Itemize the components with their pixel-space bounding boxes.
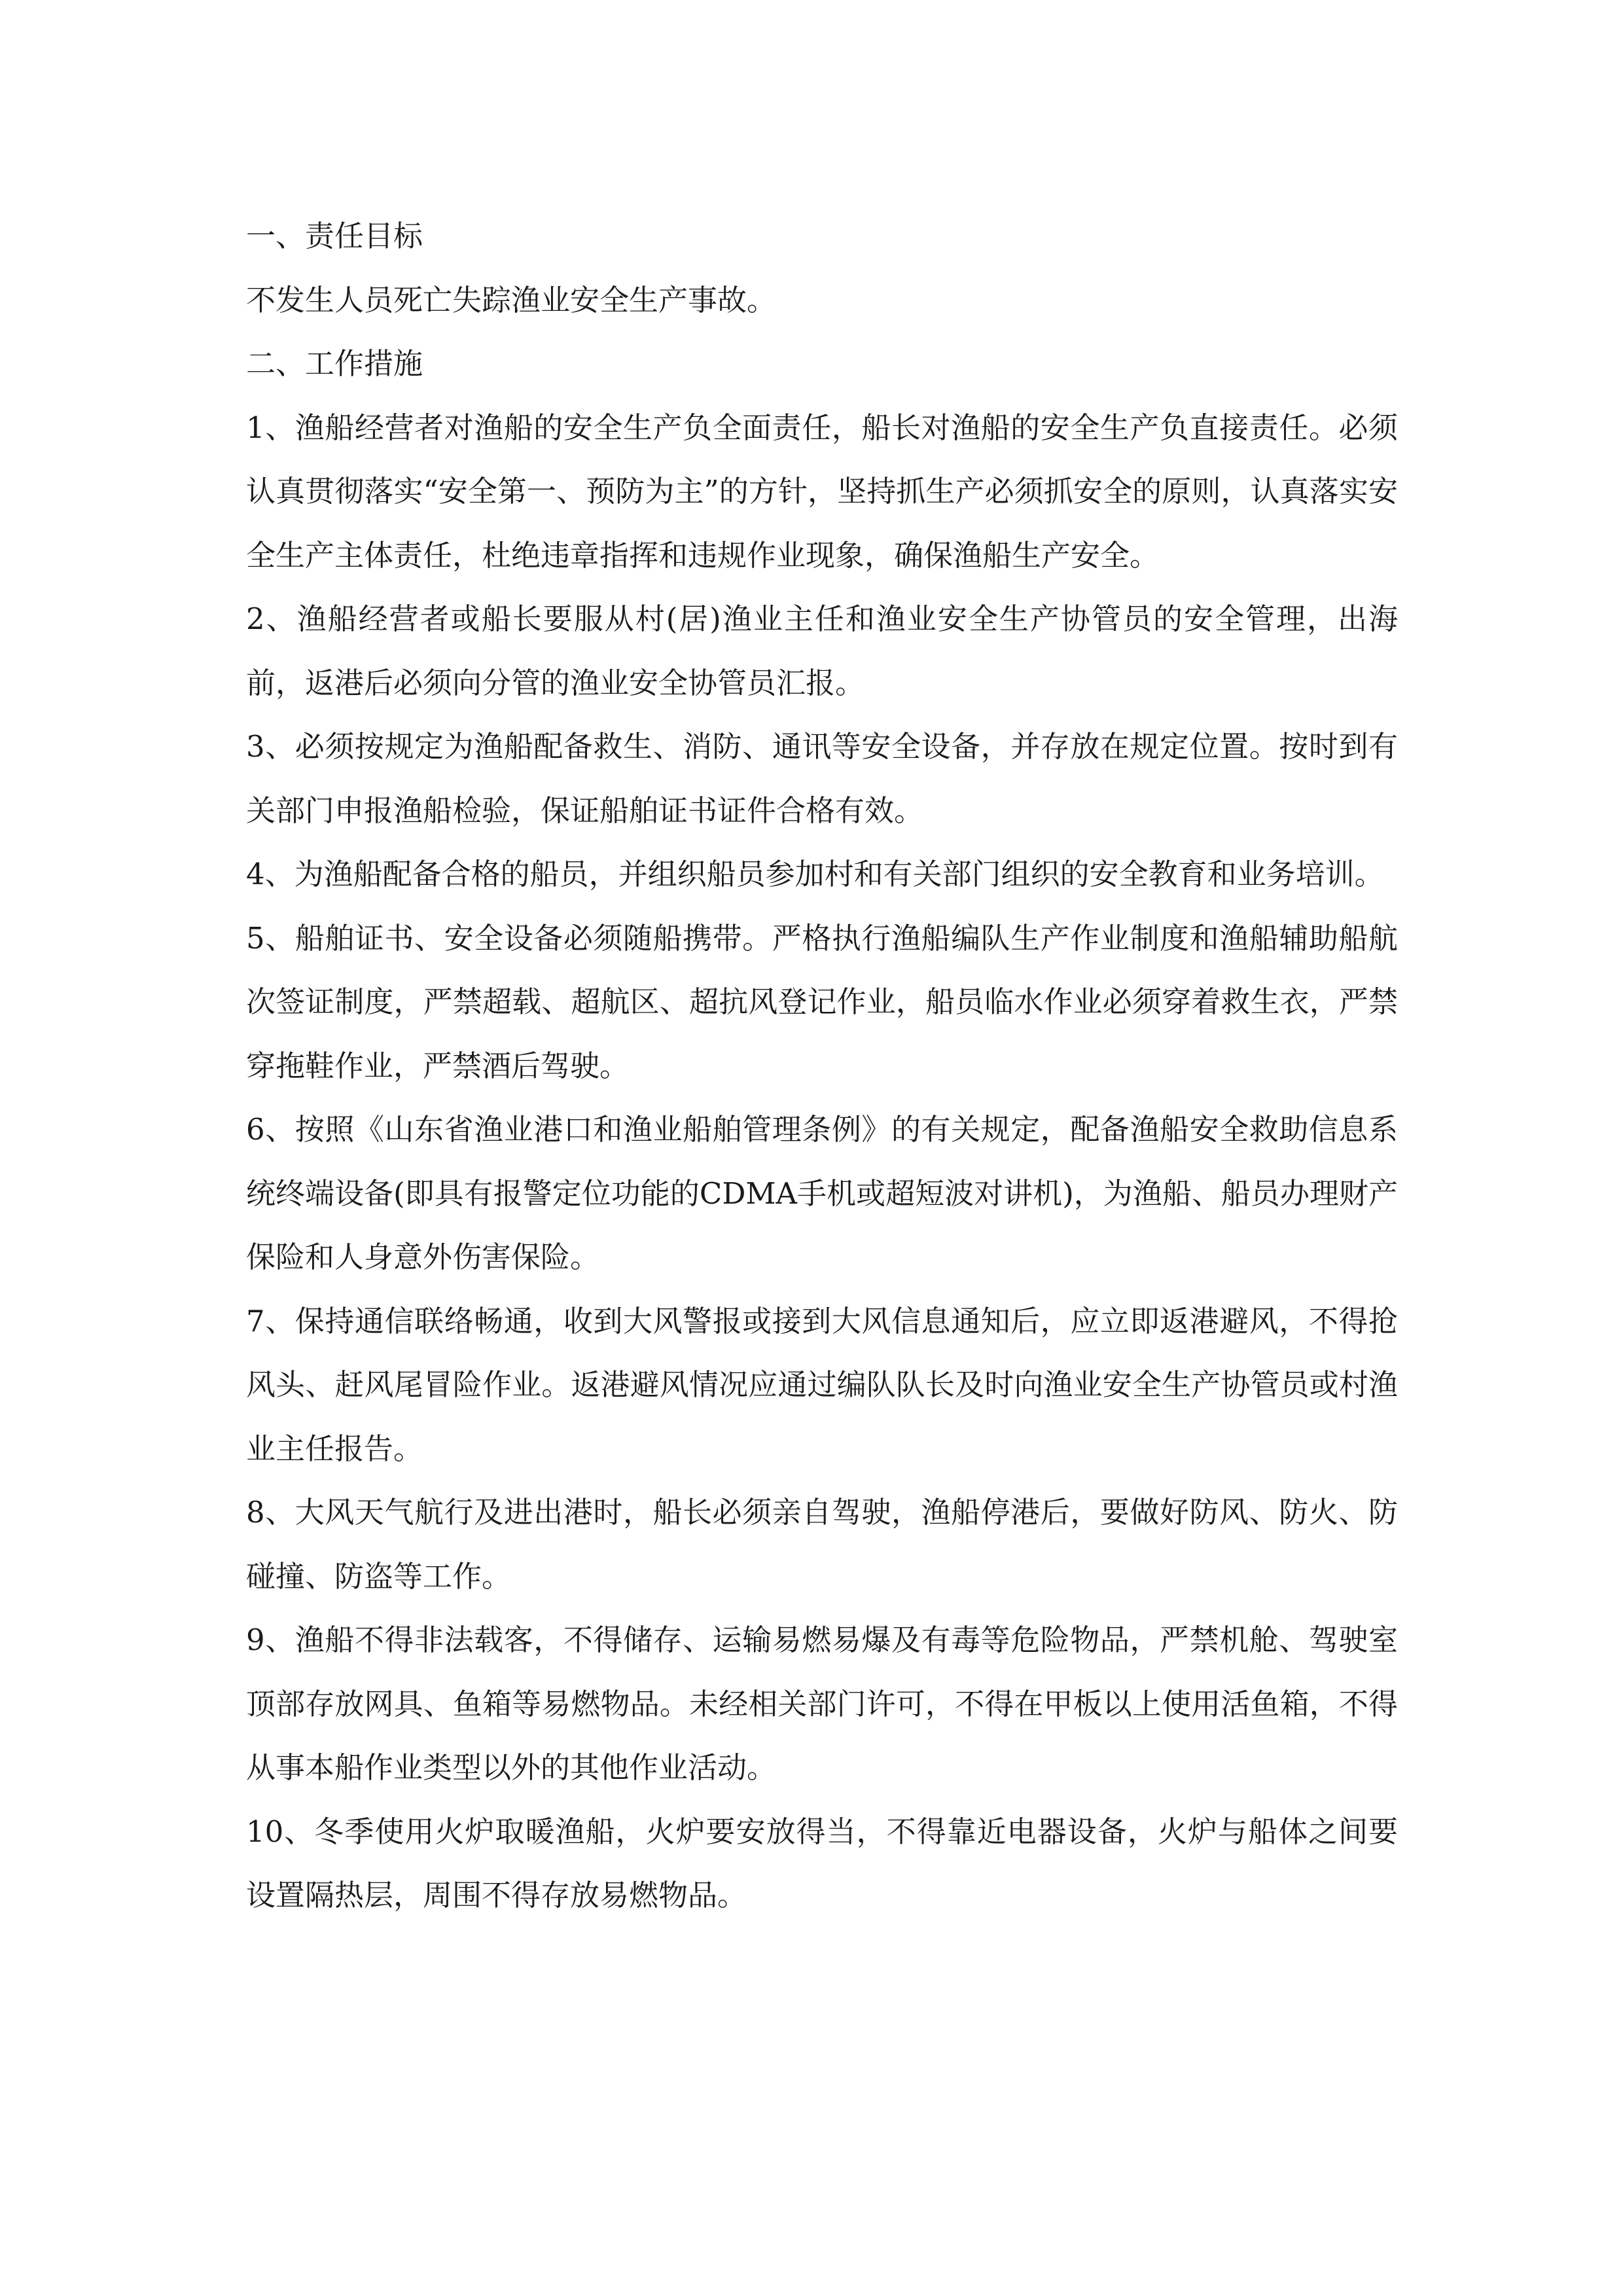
document-body [246, 204, 1398, 1928]
measure-item-6: 6、按照《山东省渔业港口和渔业船舶管理条例》的有关规定，配备渔船安全救助信息系统终端设备(即具有报警定位功能的CDMA手机或超短波对讲机)，为渔船、船员办理财产保险和人身意外伤害保险。 [246, 1112, 1398, 1274]
measure-item-9: 9、渔船不得非法载客，不得储存、运输易燃易爆及有毒等危险物品，严禁机舱、驾驶室顶部存放网具、鱼箱等易燃物品。未经相关部门许可，不得在甲板以上使用活鱼箱，不得从事本船作业类型以外的其他作业活动。 [246, 1623, 1398, 1785]
section-heading-measures: 二、工作措施 [246, 346, 423, 381]
measure-item-10: 10、冬季使用火炉取暖渔船，火炉要安放得当，不得靠近电器设备，火炉与船体之间要设置隔热层，周围不得存放易燃物品。 [246, 1814, 1398, 1912]
measure-item-1: 1、渔船经营者对渔船的安全生产负全面责任，船长对渔船的安全生产负直接责任。必须认真贯彻落实“安全第一、预防为主”的方针，坚持抓生产必须抓安全的原则，认真落实安全生产主体责任，杜绝违章指挥和违规作业现象，确保渔船生产安全。 [246, 410, 1398, 573]
measure-item-2: 2、渔船经营者或船长要服从村(居)渔业主任和渔业安全生产协管员的安全管理，出海前，返港后必须向分管的渔业安全协管员汇报。 [246, 601, 1398, 700]
measure-item-8: 8、大风天气航行及进出港时，船长必须亲自驾驶，渔船停港后，要做好防风、防火、防碰撞、防盗等工作。 [246, 1495, 1398, 1594]
section-heading-goal: 一、责任目标 [246, 219, 423, 253]
measure-item-7: 7、保持通信联络畅通，收到大风警报或接到大风信息通知后，应立即返港避风，不得抢风头、赶风尾冒险作业。返港避风情况应通过编队队长及时向渔业安全生产协管员或村渔业主任报告。 [246, 1303, 1398, 1466]
measure-item-5: 5、船舶证书、安全设备必须随船携带。严格执行渔船编队生产作业制度和渔船辅助船航次签证制度，严禁超载、超航区、超抗风登记作业，船员临水作业必须穿着救生衣，严禁穿拖鞋作业，严禁酒后驾驶。 [246, 920, 1398, 1083]
measure-item-3: 3、必须按规定为渔船配备救生、消防、通讯等安全设备，并存放在规定位置。按时到有关部门申报渔船检验，保证船舶证书证件合格有效。 [246, 729, 1398, 828]
goal-text: 不发生人员死亡失踪渔业安全生产事故。 [246, 282, 777, 317]
measure-item-4: 4、为渔船配备合格的船员，并组织船员参加村和有关部门组织的安全教育和业务培训。 [246, 857, 1384, 891]
